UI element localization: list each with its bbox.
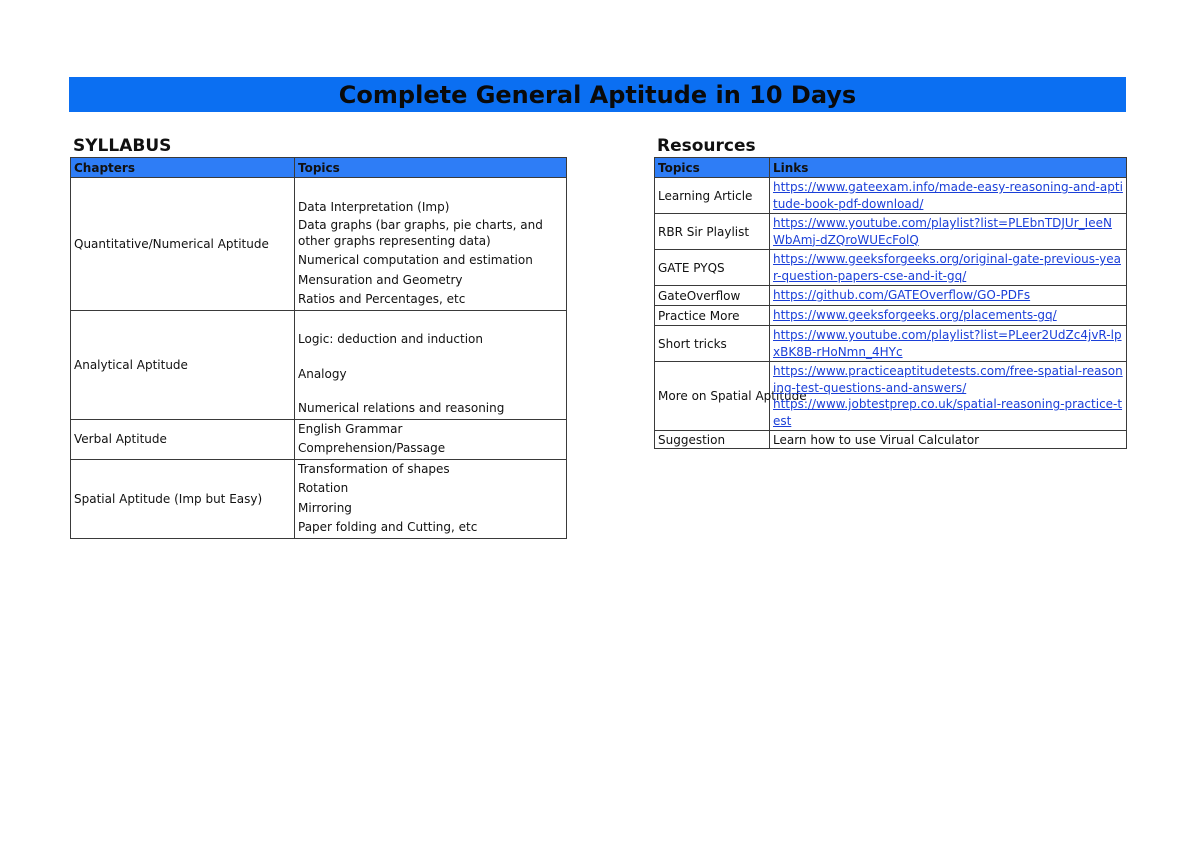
resources-heading: Resources	[657, 136, 756, 156]
page-title: Complete General Aptitude in 10 Days	[338, 80, 857, 109]
topic-item: Data graphs (bar graphs, pie charts, and other graphs representing data)	[298, 218, 543, 248]
topics-cell	[295, 178, 567, 311]
resource-links	[770, 214, 1127, 250]
topic-item: Rotation	[298, 481, 349, 495]
topics-cell	[295, 459, 567, 538]
resource-topic: More on Spatial Aptitude	[655, 362, 770, 431]
table-row	[71, 459, 567, 538]
resource-topic: RBR Sir Playlist	[655, 214, 770, 250]
resource-topic: GATE PYQS	[655, 250, 770, 286]
table-row	[655, 326, 1127, 362]
syllabus-header-topics: Topics	[295, 158, 567, 178]
resource-topic: Suggestion	[655, 431, 770, 449]
resources-table	[654, 157, 1127, 449]
topic-item: Paper folding and Cutting, etc	[298, 520, 478, 534]
resource-topic: GateOverflow	[655, 286, 770, 306]
topics-cell	[295, 419, 567, 459]
resource-links	[770, 250, 1127, 286]
resource-topic: Practice More	[655, 306, 770, 326]
chapter-cell: Quantitative/Numerical Aptitude	[71, 178, 295, 311]
table-row	[655, 214, 1127, 250]
topic-item: Numerical computation and estimation	[298, 253, 533, 267]
resources-header-links: Links	[770, 158, 1127, 178]
chapter-cell: Verbal Aptitude	[71, 419, 295, 459]
table-row	[71, 310, 567, 419]
topic-item: Analogy	[298, 366, 347, 381]
table-row	[71, 419, 567, 459]
topics-cell	[295, 310, 567, 419]
resource-link[interactable]: https://www.jobtestprep.co.uk/spatial-reasoning-practice-test	[773, 397, 1123, 428]
resource-link[interactable]: https://www.youtube.com/playlist?list=PLEbnTDJUr_IeeNWbAmj-dZQroWUEcFolQ	[773, 216, 1112, 247]
table-row	[655, 178, 1127, 214]
resource-links	[770, 326, 1127, 362]
topic-item: Ratios and Percentages, etc	[298, 292, 466, 306]
table-row	[655, 286, 1127, 306]
chapter-cell: Analytical Aptitude	[71, 310, 295, 419]
resource-links	[770, 362, 1127, 431]
resource-link[interactable]: https://www.geeksforgeeks.org/original-gate-previous-year-question-papers-cse-and-it-gq/	[773, 252, 1121, 283]
topic-item: Data Interpretation (Imp)	[298, 199, 450, 214]
table-row	[655, 362, 1127, 431]
topic-item: Logic: deduction and induction	[298, 332, 483, 346]
title-banner	[69, 77, 1126, 112]
resource-links	[770, 306, 1127, 326]
table-row	[655, 431, 1127, 449]
resource-link[interactable]: https://www.geeksforgeeks.org/placements-gq/	[773, 308, 1057, 323]
table-row	[655, 250, 1127, 286]
topic-item: Transformation of shapes	[298, 461, 450, 476]
syllabus-heading: SYLLABUS	[73, 136, 172, 156]
resource-suggestion: Learn how to use Virual Calculator	[770, 431, 1127, 449]
resource-links	[770, 286, 1127, 306]
topic-item: Mensuration and Geometry	[298, 272, 463, 287]
resource-topic: Short tricks	[655, 326, 770, 362]
resource-link[interactable]: https://www.youtube.com/playlist?list=PLeer2UdZc4jvR-lpxBK8B-rHoNmn_4HYc	[773, 328, 1122, 359]
resource-link[interactable]: https://github.com/GATEOverflow/GO-PDFs	[773, 288, 1031, 303]
syllabus-table	[70, 157, 567, 539]
topic-item: Numerical relations and reasoning	[298, 401, 505, 415]
topic-item: Comprehension/Passage	[298, 441, 446, 455]
chapter-cell: Spatial Aptitude (Imp but Easy)	[71, 459, 295, 538]
table-row	[71, 178, 567, 311]
resources-header-topics: Topics	[655, 158, 770, 178]
resource-link[interactable]: https://www.practiceaptitudetests.com/free-spatial-reasoning-test-questions-and-answers/	[773, 364, 1123, 395]
topic-item: Mirroring	[298, 500, 352, 515]
resource-links	[770, 178, 1127, 214]
resource-topic: Learning Article	[655, 178, 770, 214]
resource-link[interactable]: https://www.gateexam.info/made-easy-reasoning-and-aptitude-book-pdf-download/	[773, 180, 1123, 211]
syllabus-header-chapters: Chapters	[71, 158, 295, 178]
topic-item: English Grammar	[298, 421, 403, 436]
table-row	[655, 306, 1127, 326]
